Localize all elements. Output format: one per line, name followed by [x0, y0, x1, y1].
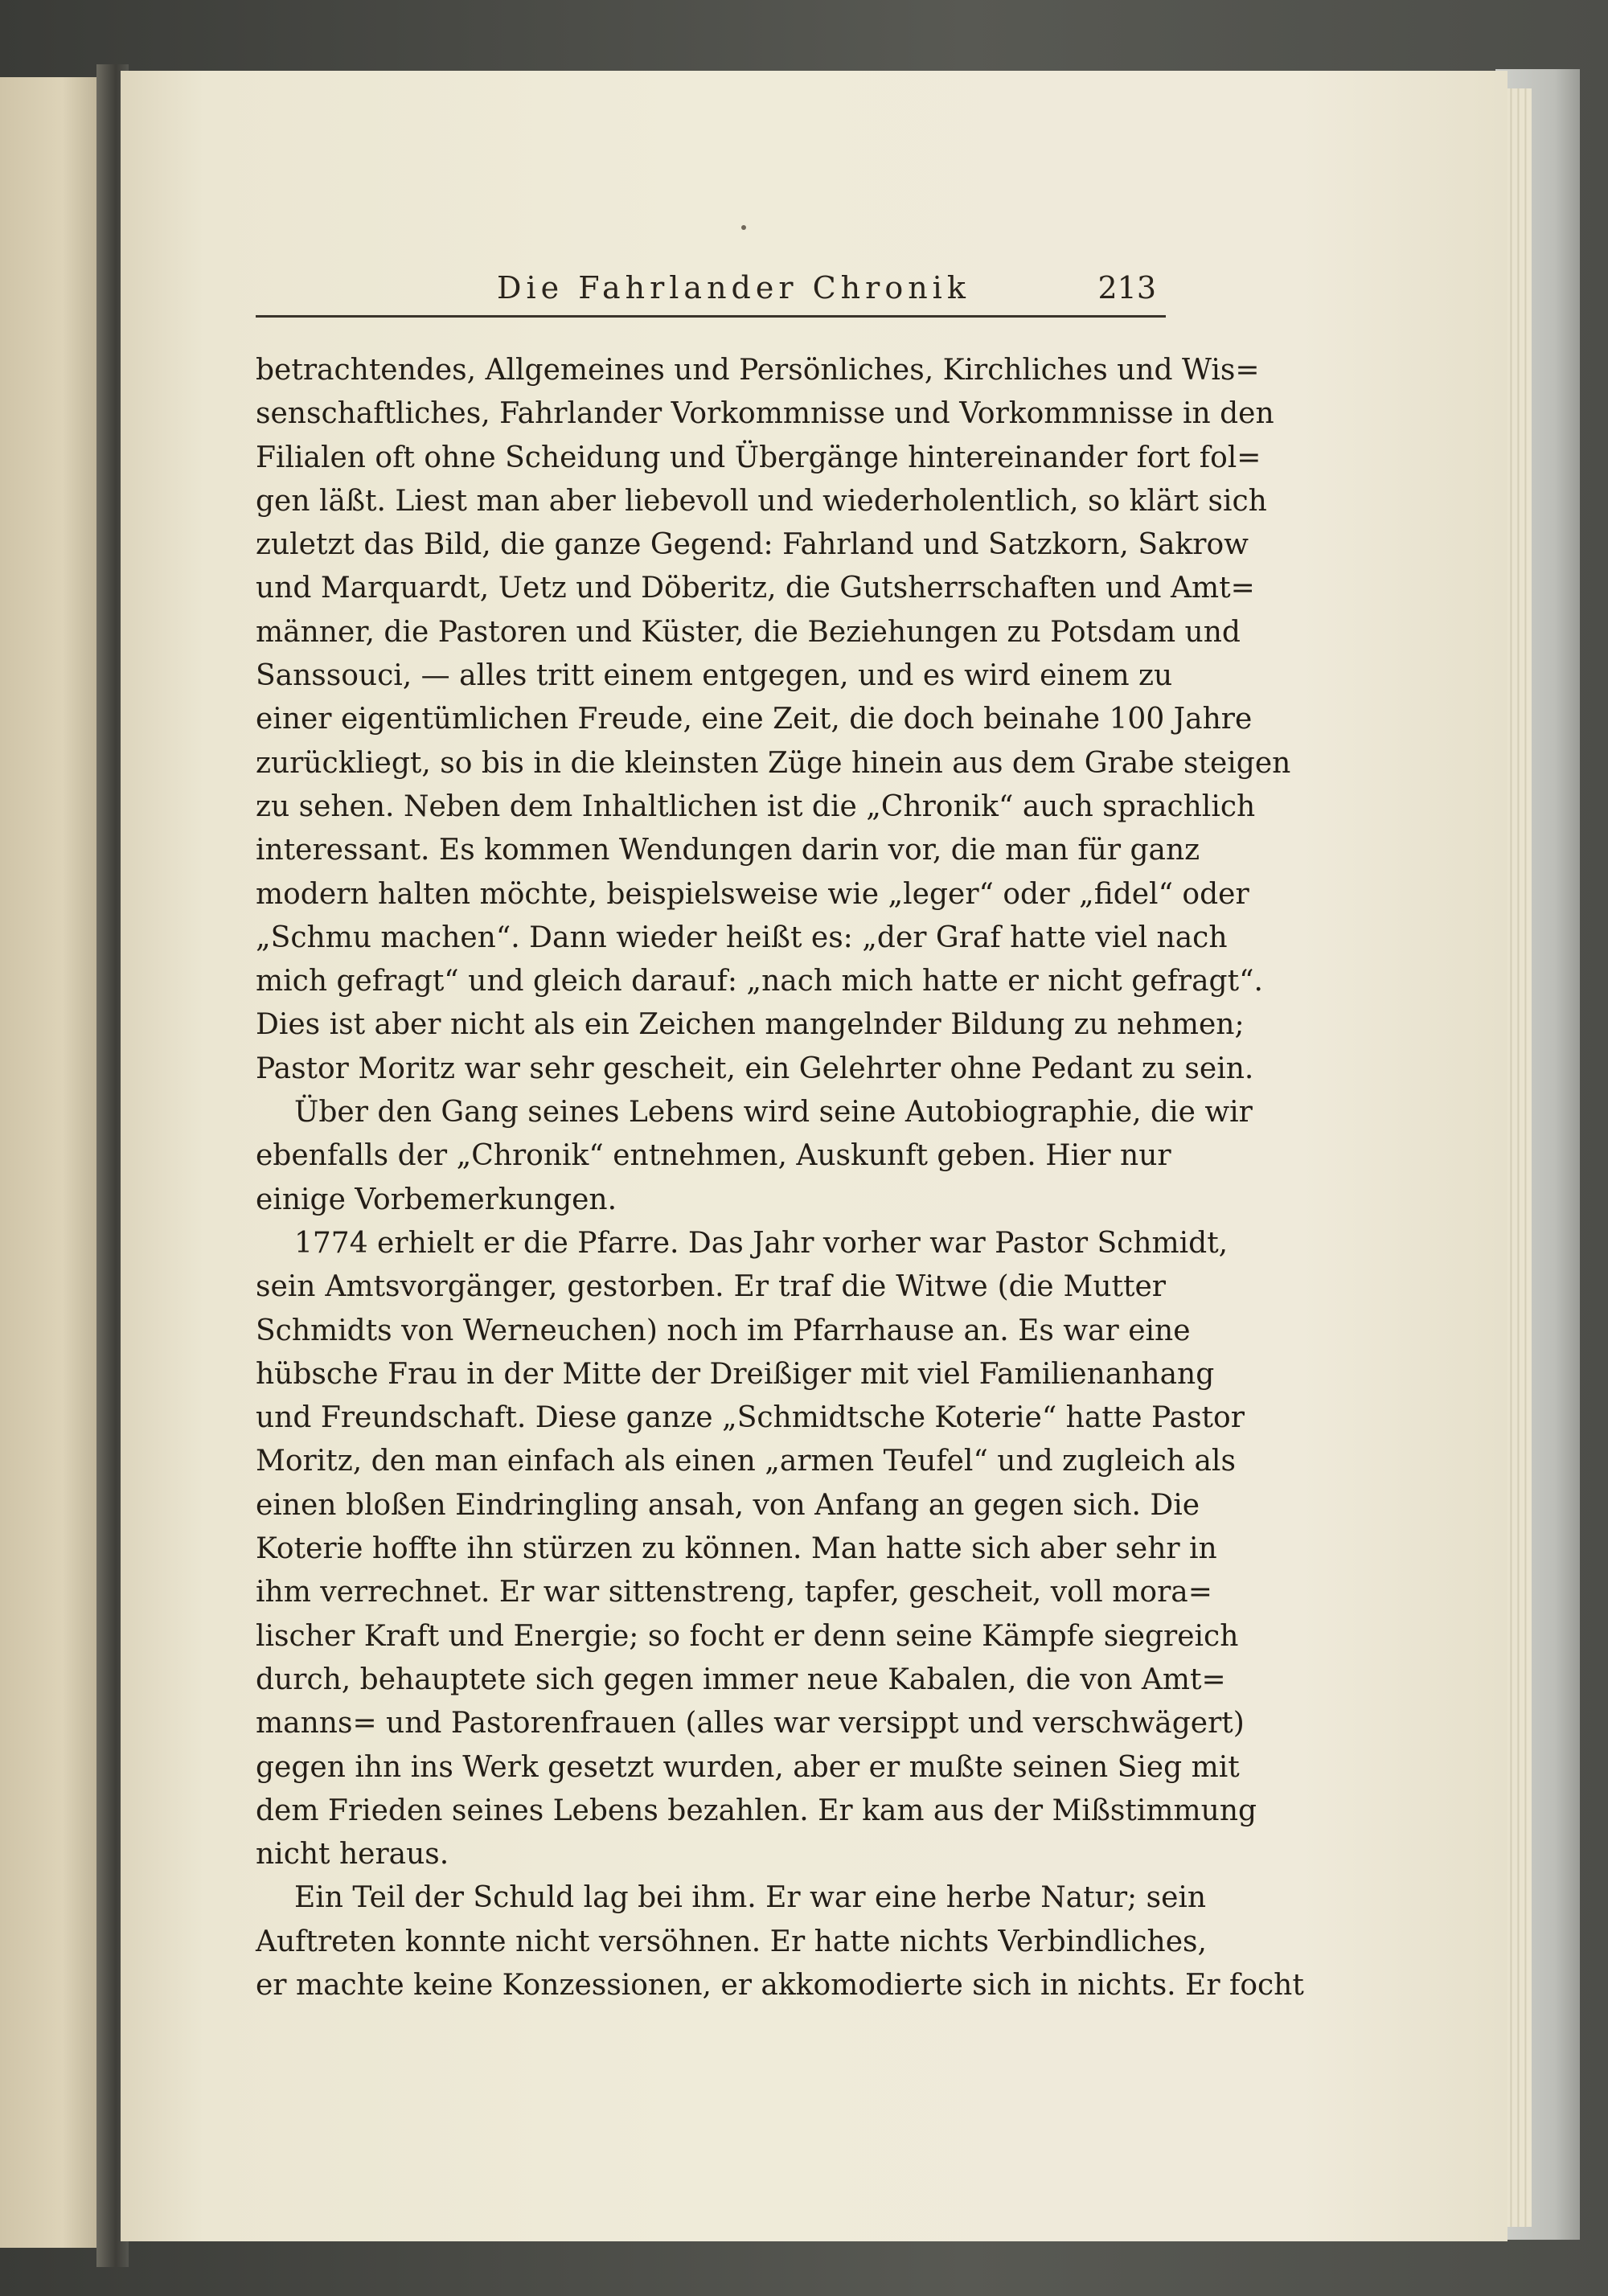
- text-line: und Marquardt, Uetz und Döberitz, die Gutsherrschaften und Amt=: [256, 572, 1255, 605]
- text-line: zu sehen. Neben dem Inhaltlichen ist die „Chronik“ auch sprachlich: [256, 789, 1256, 823]
- text-line: Auftreten konnte nicht versöhnen. Er hatte nichts Verbindliches,: [256, 1925, 1207, 1958]
- running-header: [256, 267, 1166, 318]
- text-line: Pastor Moritz war sehr gescheit, ein Gelehrter ohne Pedant zu sein.: [256, 1052, 1254, 1085]
- text-line: modern halten möchte, beispielsweise wie „leger“ oder „fidel“ oder: [256, 877, 1249, 911]
- text-line: sein Amtsvorgänger, gestorben. Er traf die Witwe (die Mutter: [256, 1270, 1166, 1304]
- paragraph: [256, 1876, 1304, 2007]
- body-text: [256, 349, 1304, 2007]
- paragraph: [256, 1222, 1257, 1876]
- text-line: senschaftliches, Fahrlander Vorkommnisse und Vorkommnisse in den: [256, 397, 1274, 431]
- text-line: manns= und Pastorenfrauen (alles war versippt und verschwägert): [256, 1707, 1245, 1740]
- text-line: und Freundschaft. Diese ganze „Schmidtsche Koterie“ hatte Pastor: [256, 1401, 1245, 1435]
- text-line: Filialen oft ohne Scheidung und Übergänge hintereinander fort fol=: [256, 441, 1261, 474]
- text-line: lischer Kraft und Energie; so focht er denn seine Kämpfe siegreich: [256, 1619, 1239, 1653]
- text-line: gen läßt. Liest man aber liebevoll und wiederholentlich, so klärt sich: [256, 484, 1267, 518]
- text-line: zuletzt das Bild, die ganze Gegend: Fahrland und Satzkorn, Sakrow: [256, 528, 1249, 562]
- text-line: nicht heraus.: [256, 1838, 449, 1872]
- text-line: einen bloßen Eindringling ansah, von Anfang an gegen sich. Die: [256, 1488, 1200, 1522]
- text-line: Ein Teil der Schuld lag bei ihm. Er war eine herbe Natur; sein: [294, 1881, 1207, 1915]
- paragraph: [256, 349, 1291, 1091]
- text-line: „Schmu machen“. Dann wieder heißt es: „der Graf hatte viel nach: [256, 920, 1228, 954]
- text-line: er machte keine Konzessionen, er akkomodierte sich in nichts. Er focht: [256, 1968, 1304, 2002]
- text-line: Koterie hoffte ihn stürzen zu können. Man hatte sich aber sehr in: [256, 1532, 1217, 1566]
- text-line: interessant. Es kommen Wendungen darin vor, die man für ganz: [256, 834, 1200, 867]
- text-line: gegen ihn ins Werk gesetzt wurden, aber er mußte seinen Sieg mit: [256, 1750, 1240, 1784]
- text-line: ihm verrechnet. Er war sittenstreng, tapfer, gescheit, voll mora=: [256, 1576, 1212, 1609]
- text-line: 1774 erhielt er die Pfarre. Das Jahr vorher war Pastor Schmidt,: [294, 1226, 1229, 1260]
- text-line: Dies ist aber nicht als ein Zeichen mangelnder Bildung zu nehmen;: [256, 1008, 1245, 1042]
- text-line: Über den Gang seines Lebens wird seine Autobiographie, die wir: [294, 1096, 1253, 1130]
- text-line: einige Vorbemerkungen.: [256, 1183, 617, 1216]
- text-line: Moritz, den man einfach als einen „armen Teufel“ und zugleich als: [256, 1445, 1236, 1478]
- text-line: zurückliegt, so bis in die kleinsten Züge hinein aus dem Grabe steigen: [256, 746, 1291, 780]
- page-number: 213: [1097, 270, 1156, 305]
- text-line: Sanssouci, — alles tritt einem entgegen, und es wird einem zu: [256, 659, 1173, 693]
- text-line: mich gefragt“ und gleich darauf: „nach mich hatte er nicht gefragt“.: [256, 965, 1263, 998]
- text-line: einer eigentümlichen Freude, eine Zeit, die doch beinahe 100 Jahre: [256, 703, 1253, 736]
- text-line: hübsche Frau in der Mitte der Dreißiger mit viel Familienanhang: [256, 1357, 1215, 1391]
- text-line: ebenfalls der „Chronik“ entnehmen, Auskunft geben. Hier nur: [256, 1139, 1171, 1173]
- text-line: männer, die Pastoren und Küster, die Beziehungen zu Potsdam und: [256, 615, 1241, 649]
- text-line: Schmidts von Werneuchen) noch im Pfarrhause an. Es war eine: [256, 1314, 1191, 1347]
- text-line: durch, behauptete sich gegen immer neue Kabalen, die von Amt=: [256, 1663, 1226, 1696]
- print-mark: [741, 225, 746, 230]
- paragraph: [256, 1091, 1253, 1222]
- text-line: dem Frieden seines Lebens bezahlen. Er kam aus der Mißstimmung: [256, 1794, 1257, 1827]
- left-page-edge: [0, 77, 105, 2248]
- running-title: Die Fahrlander Chronik: [497, 270, 970, 305]
- text-line: betrachtendes, Allgemeines und Persönliches, Kirchliches und Wis=: [256, 354, 1260, 387]
